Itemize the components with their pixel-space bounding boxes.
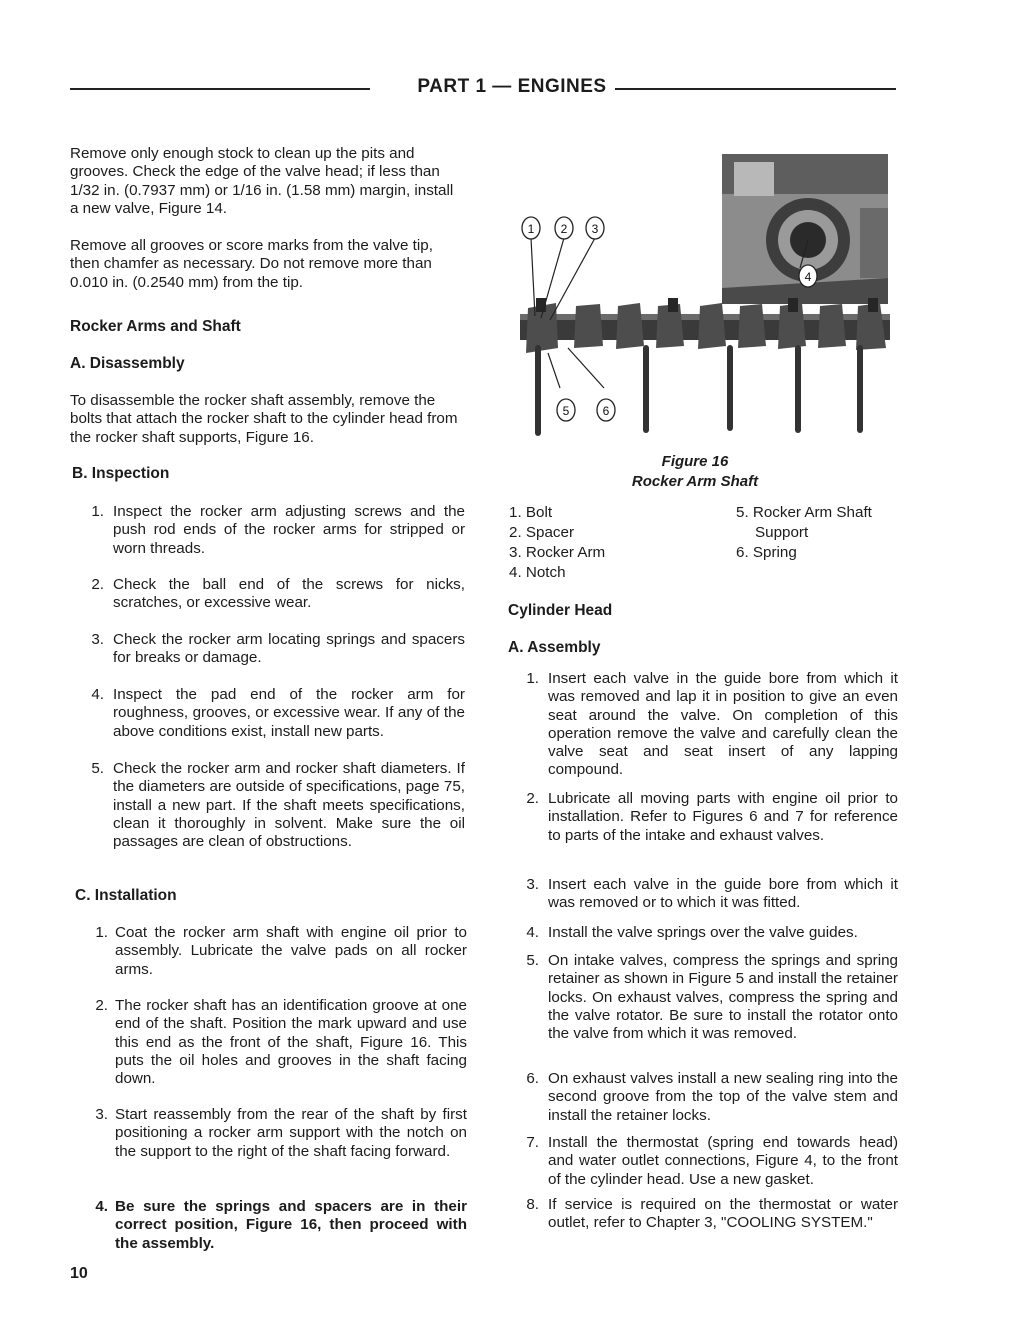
item-number: 7. (526, 1134, 539, 1151)
item-number: 2. (95, 997, 108, 1014)
item-text: Install the thermostat (spring end towards head) and water outlet connections, Figure 4, to the front of the cylinder head. Use a new gasket. (548, 1134, 898, 1188)
item-text: Insert each valve in the guide bore from which it was removed or to which it was fitted. (548, 876, 898, 912)
legend-support: Support (755, 524, 809, 541)
item-text: Lubricate all moving parts with engine oil prior to installation. Refer to Figures 6 and 7 for reference to parts of the intake and exhaust valves. (548, 790, 898, 844)
callout-1 (522, 217, 540, 239)
item-number: 4. (91, 686, 104, 703)
rocker-section-title: Rocker Arms and Shaft (70, 318, 241, 335)
legend-rocker-arm-shaft: 5. Rocker Arm Shaft (736, 504, 872, 521)
item-number: 5. (91, 760, 104, 777)
item-number: 1. (95, 924, 108, 941)
item-text: If service is required on the thermostat or water outlet, refer to Chapter 3, "COOLING SYSTEM." (548, 1196, 898, 1232)
legend-notch: 4. Notch (509, 564, 566, 581)
item-number: 5. (526, 952, 539, 969)
callout-4 (799, 265, 817, 287)
item-text: Install the valve springs over the valve guides. (548, 924, 858, 941)
inspection-heading: B. Inspection (72, 465, 170, 482)
callout-3 (586, 217, 604, 239)
item-text: On intake valves, compress the springs and spring retainer as shown in Figure 5 and install the retainer locks. On exhaust valves, compress the spring and the valve rotator. Be sure to install the rotator onto the valve from which it was removed. (548, 952, 898, 1043)
item-text: Insert each valve in the guide bore from which it was removed and lap it in position to give an even seat around the valve. On completion of this operation remove the valve and carefully clean the valve seat and seat insert of any lapping compound. (548, 670, 898, 779)
intro-paragraph-1: Remove only enough stock to clean up the pits and grooves. Check the edge of the valve head; if less than 1/32 in. (0.7937 mm) or 1/16 in. (1.58 mm) margin, install a new valve, Figure 14. (70, 145, 454, 217)
callout-4-label: 4 (804, 270, 812, 284)
assembly-heading: A. Assembly (508, 639, 601, 656)
item-text: Inspect the pad end of the rocker arm for roughness, grooves, or excessive wear. If any of the above conditions exist, install new parts. (113, 686, 465, 740)
item-number: 1. (526, 670, 539, 687)
disassembly-heading: A. Disassembly (70, 355, 185, 372)
item-text: Inspect the rocker arm adjusting screws and the push rod ends of the rocker arms for stripped or worn threads. (113, 503, 465, 557)
item-number: 2. (91, 576, 104, 593)
item-number: 1. (91, 503, 104, 520)
item-text: On exhaust valves install a new sealing ring into the second groove from the top of the valve stem and install the retainer locks. (548, 1070, 898, 1124)
item-number: 3. (95, 1106, 108, 1123)
legend-spacer: 2. Spacer (509, 524, 575, 541)
legend-bolt: 1. Bolt (509, 504, 553, 521)
callout-5 (557, 399, 575, 421)
cylinder-head-title: Cylinder Head (508, 602, 613, 619)
item-text: Start reassembly from the rear of the shaft by first positioning a rocker arm support with the notch on the support to the right of the shaft facing forward. (115, 1106, 467, 1160)
installation-heading: C. Installation (75, 887, 177, 904)
callout-5-label: 5 (562, 404, 570, 418)
figure-number: Figure 16 (661, 453, 729, 470)
item-number: 3. (526, 876, 539, 893)
callout-6 (597, 399, 615, 421)
item-number: 2. (526, 790, 539, 807)
legend-rocker-arm: 3. Rocker Arm (509, 544, 606, 561)
disassembly-text: To disassemble the rocker shaft assembly, remove the bolts that attach the rocker shaft to the cylinder head from the rocker shaft supports, Figure 16. (70, 392, 458, 446)
item-number: 3. (91, 631, 104, 648)
callout-2-label: 2 (560, 222, 568, 236)
item-text: Check the rocker arm locating springs and spacers for breaks or damage. (113, 631, 465, 667)
item-text: Check the ball end of the screws for nicks, scratches, or excessive wear. (113, 576, 465, 612)
item-text: Coat the rocker arm shaft with engine oil prior to assembly. Lubricate the valve pads on all rocker arms. (115, 924, 467, 978)
page-header-title: PART 1 — ENGINES (409, 76, 614, 97)
item-text: The rocker shaft has an identification groove at one end of the shaft. Position the mark upward and use this end as the front of the shaft, Figure 16. This puts the oil holes and grooves in the shaft facing down. (115, 997, 467, 1088)
intro-paragraph-2: Remove all grooves or score marks from the valve tip, then chamfer as necessary. Do not remove more than 0.010 in. (0.2540 mm) from the tip. (70, 237, 433, 291)
item-number: 4. (95, 1198, 108, 1215)
callout-6-label: 6 (602, 404, 610, 418)
item-text: Check the rocker arm and rocker shaft diameters. If the diameters are outside of specifications, page 75, install a new part. If the shaft meets specifications, clean it thoroughly in solvent. Make sure the oil passages are clean of obstructions. (113, 760, 465, 851)
callout-2 (555, 217, 573, 239)
item-number: 4. (526, 924, 539, 941)
page-number: 10 (70, 1265, 88, 1282)
callout-3-label: 3 (591, 222, 599, 236)
item-number: 8. (526, 1196, 539, 1213)
item-text: Be sure the springs and spacers are in their correct position, Figure 16, then proceed with the assembly. (115, 1198, 467, 1252)
callout-1-label: 1 (527, 222, 535, 236)
rocker-arm-shaft-figure (508, 148, 898, 448)
page-header (0, 76, 1024, 98)
figure-caption: Rocker Arm Shaft (631, 473, 759, 490)
legend-spring: 6. Spring (736, 544, 797, 561)
item-number: 6. (526, 1070, 539, 1087)
